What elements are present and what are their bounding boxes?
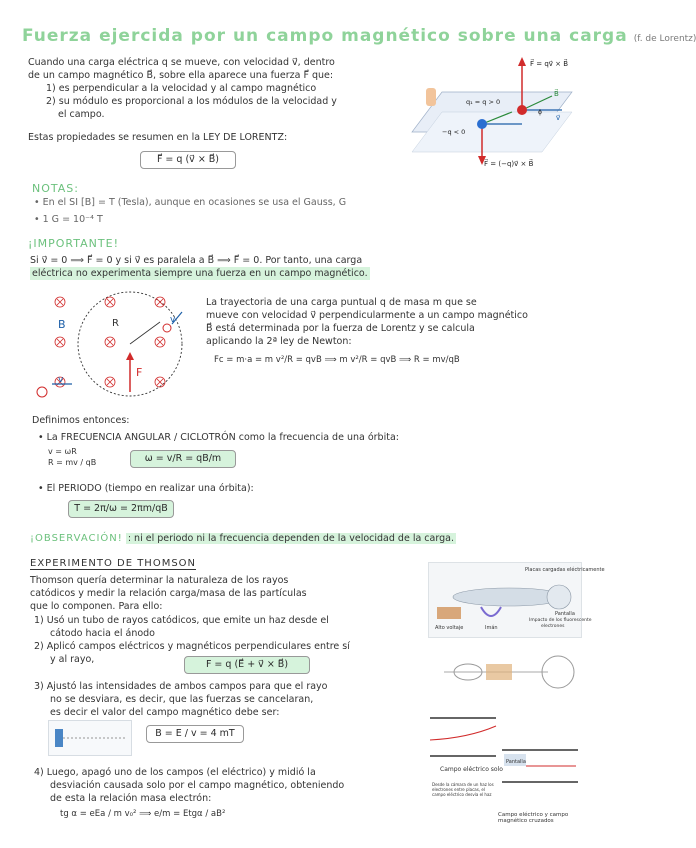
trayectoria-equation: Fc = m·a = m v²/R = qvB ⟹ m v²/R = qvB ⟹ R = mv/qB xyxy=(214,355,460,365)
b-label: B xyxy=(58,318,66,331)
thomson-bulb-figure xyxy=(440,642,578,702)
b-value-box xyxy=(146,725,244,743)
caption-eb: Campo eléctrico y campo magnético cruzados xyxy=(498,812,569,824)
lorentz-formula: F⃗ = q (v⃗ × B⃗) xyxy=(156,154,220,165)
frecuencia-eq: v = ωR xyxy=(48,447,77,456)
intro-line: Cuando una carga eléctrica q se mueve, con velocidad v⃗, dentro xyxy=(28,57,335,68)
importante-line: eléctrica no experimenta siempre una fuerza en un campo magnético. xyxy=(32,268,368,279)
notas-list xyxy=(34,196,554,226)
thomson-step4 xyxy=(34,766,424,805)
circle-diagram xyxy=(32,292,192,400)
fig-label: electrones xyxy=(541,624,565,629)
positive-charge xyxy=(517,105,527,115)
notas-heading: NOTAS: xyxy=(32,182,79,195)
thomson-line: 1) Usó un tubo de rayos catódicos, que emite un haz desde el xyxy=(34,615,329,626)
f-label: F xyxy=(136,366,143,379)
e-field-figure xyxy=(428,712,498,760)
thomson-force-eq: F = q (E⃗ + v⃗ × B⃗) xyxy=(205,659,289,670)
observacion-heading: ¡OBSERVACIÓN! xyxy=(30,533,123,544)
thomson-intro xyxy=(30,574,425,613)
neg-charge-label: −q < 0 xyxy=(442,128,466,136)
fig-label: Placas cargadas eléctricamente xyxy=(525,567,605,573)
thomson-line: catódicos y medir la relación carga/masa de las partículas xyxy=(30,588,307,599)
thomson-tube-figure xyxy=(428,562,605,638)
thomson-line: 4) Luego, apagó uno de los campos (el eléctrico) y midió la xyxy=(34,767,316,778)
arrowhead xyxy=(126,352,134,360)
thomson-line: desviación causada solo por el campo magnético, obteniendo xyxy=(50,780,345,791)
v-label: v⃗ xyxy=(556,114,561,122)
omega-result-box xyxy=(130,450,236,468)
thomson-line: que lo componen. Para ello: xyxy=(30,601,163,612)
periodo-label: • El PERIODO (tiempo en realizar una órbita): xyxy=(38,483,254,494)
thomson-ratio-eq: tg α = eEa / m v₀² ⟹ e/m = Etgα / aB² xyxy=(60,809,226,819)
plate-shape xyxy=(55,729,63,747)
thomson-line: no se desviara, es decir, que las fuerzas se cancelaran, xyxy=(50,694,314,705)
intro-item: 1) es perpendicular a la velocidad y al campo magnético xyxy=(46,83,317,94)
definimos-intro: Definimos entonces: xyxy=(32,415,130,426)
caption-small: Desde la cámara de un haz los electrones entre placas, el campo eléctrico desvía el haz xyxy=(432,782,494,797)
intro-line: de un campo magnético B⃗, sobre ella aparece una fuerza F⃗ que: xyxy=(28,70,334,81)
tube-mini-svg xyxy=(49,721,131,755)
intro-summary: Estas propiedades se resumen en la LEY DE LORENTZ: xyxy=(28,132,288,143)
notas-item: • En el SI [B] = T (Tesla), aunque en ocasiones se usa el Gauss, G xyxy=(34,197,347,208)
thomson-line: es decir el valor del campo magnético debe ser: xyxy=(50,707,280,718)
tube-mini-diagram xyxy=(48,720,132,756)
magnet-shape xyxy=(481,607,501,616)
frecuencia-label: • La FRECUENCIA ANGULAR / CICLOTRÓN como la frecuencia de una órbita: xyxy=(38,432,399,443)
caption-e: Campo eléctrico solo xyxy=(440,766,503,773)
negative-charge xyxy=(477,119,487,129)
charge-marker xyxy=(163,324,171,332)
intro-item: 2) su módulo es proporcional a los módulos de la velocidad y xyxy=(46,96,337,107)
lorentz-diagram xyxy=(422,52,582,168)
fig-label: Imán xyxy=(485,625,498,631)
screen-shape xyxy=(547,585,571,609)
thomson-line: 2) Aplicó campos eléctricos y magnéticos perpendiculares entre sí xyxy=(34,641,350,652)
e-field-svg xyxy=(428,712,498,760)
beam-path xyxy=(430,726,496,740)
b-value-eq: B = E / v = 4 mT xyxy=(155,728,235,739)
pantalla-label: Pantalla xyxy=(506,759,526,765)
importante-line: Si v⃗ = 0 ⟹ F⃗ = 0 y si v⃗ es paralela a B⃗ ⟹ F⃗ = 0. Por tanto, una carga xyxy=(30,255,363,266)
phi-label: ϕ xyxy=(538,109,542,116)
thomson-step1 xyxy=(34,614,429,640)
v-label: v xyxy=(170,315,176,325)
circular-trajectory-figure xyxy=(32,292,192,400)
r-label: R xyxy=(112,318,119,329)
thomson-heading: EXPERIMENTO DE THOMSON xyxy=(30,558,197,569)
importante-heading: ¡IMPORTANTE! xyxy=(28,237,119,250)
lorentz-formula-box xyxy=(140,151,236,169)
eb-field-figure xyxy=(500,712,580,788)
page-title xyxy=(22,26,696,46)
force-label-top: F⃗ = qv⃗ × B⃗ xyxy=(530,60,569,68)
charge-marker xyxy=(37,387,47,397)
observacion-block xyxy=(30,532,575,545)
thomson-line: 3) Ajustó las intensidades de ambos campos para que el rayo xyxy=(34,681,328,692)
thomson-bulb-svg xyxy=(440,642,578,702)
notas-item: • 1 G = 10⁻⁴ T xyxy=(34,214,103,225)
thomson-line: cátodo hacia el ánodo xyxy=(50,628,155,639)
pos-charge-label: q₁ = q > 0 xyxy=(466,98,501,106)
trayectoria-block xyxy=(206,296,586,348)
fig-label: Impacto de los fluorescente xyxy=(529,618,592,623)
v-label: v xyxy=(58,375,64,385)
title-note: (f. de Lorentz) xyxy=(633,34,696,44)
omega-result: ω = v/R = qB/m xyxy=(144,453,222,464)
thomson-line: Thomson quería determinar la naturaleza de los rayos xyxy=(30,575,289,586)
thomson-tube-svg xyxy=(429,563,605,637)
intro-item: el campo. xyxy=(58,109,105,120)
lorentz-figure xyxy=(422,52,582,168)
importante-block xyxy=(30,254,565,280)
thomson-step3 xyxy=(34,680,429,719)
title-text: Fuerza ejercida por un campo magnético sobre una carga xyxy=(22,26,628,46)
thomson-line: y al rayo, xyxy=(50,654,95,665)
hand-icon xyxy=(426,88,436,106)
periodo-box xyxy=(68,500,174,518)
force-label-bottom: F⃗ = (−q)v⃗ × B⃗ xyxy=(484,160,534,168)
plates-shape xyxy=(486,664,512,680)
thomson-force-box xyxy=(184,656,310,674)
frecuencia-eq: R = mv / qB xyxy=(48,458,97,467)
eb-field-svg xyxy=(500,712,580,788)
intro-block xyxy=(28,56,423,144)
trayectoria-line: La trayectoria de una carga puntual q de masa m que se xyxy=(206,297,477,308)
b-label: B⃗ xyxy=(554,90,559,98)
voltage-box xyxy=(437,607,461,619)
trayectoria-line: mueve con velocidad v⃗ perpendicularmente a un campo magnético xyxy=(206,310,528,321)
arrowhead xyxy=(518,57,526,66)
observacion-text: : ni el periodo ni la frecuencia dependen de la velocidad de la carga. xyxy=(127,533,454,544)
frecuencia-derivation xyxy=(48,446,96,468)
fig-label: Alto voltaje xyxy=(435,625,464,631)
trayectoria-line: aplicando la 2ª ley de Newton: xyxy=(206,336,352,347)
thomson-line: de esta la relación masa electrón: xyxy=(50,793,212,804)
fig-label: Pantalla xyxy=(555,611,575,617)
periodo-eq: T = 2π/ω = 2πm/qB xyxy=(74,503,168,514)
trayectoria-line: B⃗ está determinada por la fuerza de Lorentz y se calcula xyxy=(206,323,475,334)
